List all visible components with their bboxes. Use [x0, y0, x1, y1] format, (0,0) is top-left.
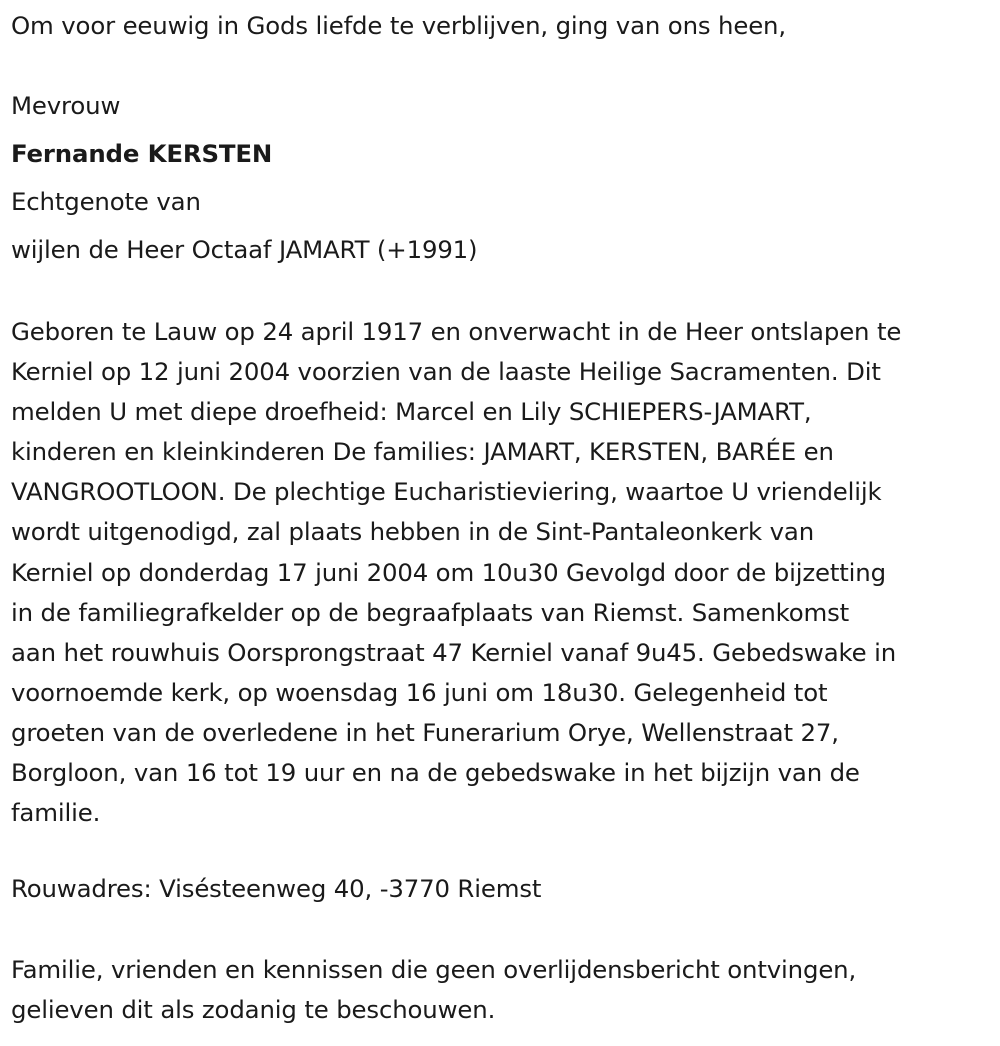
body-line: Kerniel op donderdag 17 juni 2004 om 10u30 Gevolgd door de bijzetting — [11, 557, 886, 587]
body-line: Kerniel op 12 juni 2004 voorzien van de laaste Heilige Sacramenten. Dit — [11, 357, 881, 387]
mourning-address: Rouwadres: Visésteenweg 40, -3770 Riemst — [11, 874, 542, 903]
body-line: Geboren te Lauw op 24 april 1917 en onverwacht in de Heer ontslapen te — [11, 317, 902, 346]
deceased-name: Fernande KERSTEN — [11, 139, 273, 168]
body-line: aan het rouwhuis Oorsprongstraat 47 Kerniel vanaf 9u45. Gebedswake in — [11, 637, 897, 667]
body-line: familie. — [11, 798, 101, 828]
relation-text: Echtgenote van — [11, 187, 201, 216]
body-line: kinderen en kleinkinderen De families: JAMART, KERSTEN, BARÉE en — [11, 437, 834, 467]
intro-text: Om voor eeuwig in Gods liefde te verblijven, ging van ons heen, — [11, 11, 786, 40]
spouse-text: wijlen de Heer Octaaf JAMART (+1991) — [11, 235, 478, 264]
body-line: wordt uitgenodigd, zal plaats hebben in de Sint-Pantaleonkerk van — [11, 517, 815, 547]
body-line: voornoemde kerk, op woensdag 16 juni om 18u30. Gelegenheid tot — [11, 677, 828, 707]
body-line: in de familiegrafkelder op de begraafplaats van Riemst. Samenkomst — [11, 597, 850, 627]
closing-line: Familie, vrienden en kennissen die geen overlijdensbericht ontvingen, — [11, 955, 857, 984]
body-line: VANGROOTLOON. De plechtige Eucharistieviering, waartoe U vriendelijk — [11, 477, 882, 507]
body-paragraph — [11, 312, 991, 833]
body-line: Borgloon, van 16 tot 19 uur en na de gebedswake in het bijzijn van de — [11, 758, 860, 788]
honorific: Mevrouw — [11, 91, 121, 120]
body-line: groeten van de overledene in het Funerarium Orye, Wellenstraat 27, — [11, 717, 839, 747]
closing-line: gelieven dit als zodanig te beschouwen. — [11, 995, 496, 1024]
body-line: melden U met diepe droefheid: Marcel en Lily SCHIEPERS-JAMART, — [11, 397, 812, 427]
